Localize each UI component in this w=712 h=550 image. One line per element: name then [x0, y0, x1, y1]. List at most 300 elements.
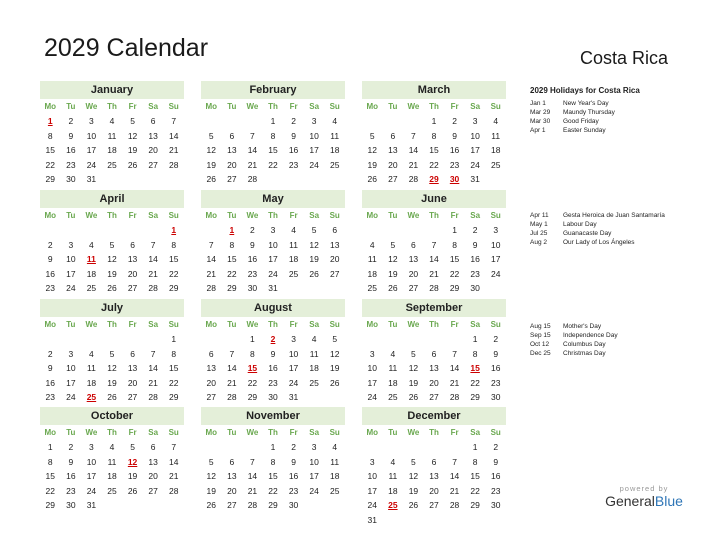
day-cell: 22 [45, 159, 56, 170]
month-header: May [201, 190, 345, 208]
day-cell: 18 [490, 145, 501, 155]
day-cell: 9 [270, 348, 276, 359]
day-cell: 22 [449, 268, 460, 279]
day-cell: 5 [369, 130, 375, 141]
day-cell: 12 [309, 239, 319, 250]
day-cell: 2 [493, 442, 499, 452]
month-june [362, 190, 506, 296]
day-cell: 17 [66, 377, 76, 388]
holiday-row [530, 340, 618, 349]
day-cell: 12 [329, 348, 340, 359]
day-cell: 7 [229, 348, 235, 359]
day-cell: 18 [86, 377, 97, 388]
month-days-grid [40, 208, 184, 310]
day-cell: 10 [66, 363, 76, 373]
day-cell: 11 [289, 239, 298, 250]
weekday-label: Fr [128, 102, 137, 111]
month-days-grid [362, 317, 506, 405]
day-cell: 14 [247, 471, 258, 481]
month-december [362, 407, 506, 527]
day-cell: 11 [87, 363, 96, 373]
day-cell: 27 [429, 500, 439, 510]
day-cell: 2 [291, 116, 296, 126]
day-cell: 4 [109, 442, 115, 452]
weekday-label: Mo [366, 320, 379, 329]
day-cell: 17 [470, 145, 480, 155]
day-cell: 29 [470, 392, 480, 402]
weekday-label: Mo [205, 320, 218, 329]
month-header: August [201, 299, 345, 317]
day-cell: 16 [45, 377, 56, 388]
weekday-label: Sa [470, 102, 481, 111]
day-cell: 9 [250, 239, 255, 250]
weekday-label: Mo [205, 211, 218, 220]
holiday-row-date: Aug 2 [530, 239, 547, 246]
day-cell: 24 [288, 377, 299, 388]
weekday-label: Th [429, 211, 439, 220]
day-cell: 16 [66, 145, 76, 155]
holiday-row [530, 229, 665, 238]
holiday-date: 11 [86, 254, 96, 264]
weekday-label: Su [490, 102, 501, 111]
day-cell: 20 [429, 377, 439, 388]
day-cell: 6 [431, 456, 437, 467]
day-cell: 1 [472, 442, 478, 452]
weekday-label: Su [490, 320, 501, 329]
day-cell: 6 [229, 456, 235, 467]
day-cell: 27 [429, 392, 439, 402]
day-cell: 30 [490, 392, 501, 402]
day-cell: 24 [66, 283, 76, 293]
day-cell: 28 [408, 174, 419, 184]
month-november [201, 407, 345, 513]
month-days-grid [362, 425, 506, 527]
day-cell: 23 [288, 159, 299, 170]
day-cell: 6 [431, 348, 437, 359]
weekday-label: Fr [128, 320, 137, 329]
day-cell: 23 [288, 485, 299, 496]
day-cell: 18 [288, 254, 299, 264]
weekday-label: Tu [227, 211, 237, 220]
day-cell: 21 [148, 268, 158, 279]
day-cell: 13 [127, 254, 138, 264]
day-cell: 13 [148, 456, 158, 467]
weekday-label: Sa [309, 211, 320, 220]
empty-cell [362, 332, 383, 347]
day-cell: 24 [490, 268, 501, 279]
holiday-row [530, 126, 615, 135]
holiday-row-date: Dec 25 [530, 350, 551, 357]
weekday-label: Su [490, 211, 501, 220]
empty-cell [222, 440, 243, 455]
day-cell: 26 [127, 485, 138, 496]
day-cell: 3 [311, 116, 317, 126]
day-cell: 14 [168, 130, 179, 141]
day-cell: 29 [470, 500, 480, 510]
day-cell: 9 [452, 130, 457, 141]
day-cell: 18 [107, 471, 117, 481]
brand-name [588, 493, 700, 509]
day-cell: 21 [449, 485, 460, 496]
day-cell: 18 [107, 145, 117, 155]
holiday-row-name: Labour Day [563, 221, 597, 228]
day-cell: 9 [291, 456, 296, 467]
day-cell: 6 [229, 130, 235, 141]
day-cell: 14 [148, 363, 158, 373]
empty-cell [424, 440, 445, 455]
day-cell: 11 [107, 130, 117, 141]
holiday-row-name: Our Lady of Los Ángeles [563, 239, 635, 246]
day-cell: 3 [68, 348, 74, 359]
day-cell: 24 [66, 392, 76, 402]
weekday-label: Fr [289, 102, 298, 111]
empty-cell [61, 223, 82, 238]
empty-cell [102, 223, 123, 238]
holiday-row-name: Christmas Day [563, 350, 606, 357]
weekday-label: Th [107, 102, 117, 111]
day-cell: 2 [47, 348, 53, 359]
day-cell: 20 [227, 485, 237, 496]
day-cell: 15 [268, 145, 278, 155]
empty-cell [102, 332, 123, 347]
day-cell: 19 [127, 145, 138, 155]
weekday-label: Th [107, 428, 117, 437]
day-cell: 4 [493, 116, 499, 126]
day-cell: 24 [309, 485, 319, 496]
day-cell: 6 [130, 239, 135, 250]
day-cell: 10 [66, 254, 76, 264]
weekday-label: We [85, 102, 98, 111]
day-cell: 15 [268, 471, 278, 481]
day-cell: 11 [388, 471, 398, 481]
day-cell: 14 [247, 145, 258, 155]
day-cell: 6 [130, 348, 135, 359]
day-cell: 14 [408, 145, 419, 155]
day-cell: 29 [168, 283, 179, 293]
weekday-label: Mo [44, 211, 57, 220]
day-cell: 22 [268, 159, 278, 170]
month-header: January [40, 81, 184, 99]
day-cell: 17 [66, 268, 76, 279]
month-august [201, 299, 345, 405]
weekday-label: Tu [227, 102, 237, 111]
month-days-grid [362, 208, 506, 296]
month-february [201, 81, 345, 187]
weekday-label: Sa [470, 320, 481, 329]
weekday-label: Th [107, 320, 117, 329]
day-cell: 1 [250, 334, 255, 344]
day-cell: 28 [227, 392, 237, 402]
day-cell: 17 [367, 485, 378, 496]
day-cell: 25 [329, 485, 340, 496]
day-cell: 26 [206, 174, 217, 184]
day-cell: 16 [490, 363, 501, 373]
weekday-label: We [246, 428, 259, 437]
day-cell: 3 [68, 239, 74, 250]
day-cell: 21 [168, 145, 179, 155]
holiday-date: 1 [47, 116, 53, 126]
empty-cell [81, 223, 102, 238]
day-cell: 8 [47, 456, 53, 467]
day-cell: 4 [291, 225, 296, 235]
day-cell: 14 [206, 254, 217, 264]
holidays-title: 2029 Holidays for Costa Rica [530, 86, 640, 95]
day-cell: 30 [288, 500, 299, 510]
empty-cell [403, 332, 424, 347]
weekday-label: Mo [366, 211, 379, 220]
day-cell: 2 [291, 442, 296, 452]
day-cell: 7 [250, 456, 255, 467]
month-days-grid [40, 99, 184, 187]
day-cell: 23 [470, 268, 480, 279]
day-cell: 26 [388, 283, 398, 293]
day-cell: 4 [390, 348, 396, 359]
day-cell: 5 [411, 348, 416, 359]
weekday-label: Fr [450, 320, 459, 329]
day-cell: 4 [390, 456, 396, 467]
day-cell: 3 [291, 334, 296, 344]
month-january [40, 81, 184, 187]
day-cell: 1 [47, 442, 53, 452]
holiday-row [530, 108, 615, 117]
holiday-date: 12 [127, 456, 138, 467]
month-header: April [40, 190, 184, 208]
day-cell: 8 [472, 348, 478, 359]
weekday-label: Fr [450, 102, 459, 111]
day-cell: 11 [330, 456, 340, 467]
day-cell: 27 [388, 174, 398, 184]
day-cell: 28 [148, 392, 158, 402]
day-cell: 6 [332, 225, 338, 235]
month-header: July [40, 299, 184, 317]
day-cell: 8 [270, 456, 276, 467]
weekday-label: Sa [148, 428, 159, 437]
holiday-row-name: Columbus Day [563, 341, 606, 348]
weekday-label: Sa [470, 428, 481, 437]
holiday-row-date: Apr 1 [530, 127, 546, 134]
weekday-label: Th [268, 211, 278, 220]
day-cell: 15 [227, 254, 237, 264]
weekday-label: We [246, 211, 259, 220]
day-cell: 14 [449, 363, 460, 373]
day-cell: 25 [329, 159, 340, 170]
page-title: 2029 Calendar [44, 34, 209, 62]
day-cell: 10 [470, 130, 480, 141]
day-cell: 11 [491, 130, 501, 141]
day-cell: 23 [449, 159, 460, 170]
day-cell: 31 [268, 283, 278, 293]
day-cell: 16 [449, 145, 460, 155]
day-cell: 20 [148, 471, 158, 481]
holiday-row [530, 220, 665, 229]
day-cell: 4 [89, 239, 94, 250]
day-cell: 21 [429, 268, 439, 279]
empty-cell [143, 332, 164, 347]
weekday-label: Tu [388, 428, 398, 437]
holiday-row [530, 99, 615, 108]
day-cell: 2 [472, 225, 478, 235]
day-cell: 25 [388, 392, 398, 402]
day-cell: 8 [472, 456, 478, 467]
empty-cell [362, 114, 383, 129]
weekday-label: Tu [66, 320, 76, 329]
day-cell: 27 [227, 174, 237, 184]
day-cell: 27 [127, 392, 138, 402]
day-cell: 5 [130, 116, 135, 126]
day-cell: 7 [171, 442, 177, 452]
brand-logo [588, 484, 700, 509]
day-cell: 5 [208, 130, 214, 141]
empty-cell [61, 332, 82, 347]
day-cell: 31 [367, 514, 378, 525]
day-cell: 13 [429, 363, 439, 373]
day-cell: 19 [206, 159, 217, 170]
day-cell: 15 [470, 471, 480, 481]
day-cell: 25 [309, 377, 319, 388]
day-cell: 17 [268, 254, 278, 264]
holiday-date: 1 [229, 225, 235, 235]
day-cell: 23 [247, 268, 258, 279]
month-days-grid [40, 317, 184, 419]
day-cell: 8 [171, 348, 177, 359]
weekday-label: Su [329, 320, 340, 329]
weekday-label: Th [429, 428, 439, 437]
day-cell: 9 [68, 130, 74, 141]
holiday-row-date: Oct 12 [530, 341, 550, 348]
day-cell: 11 [309, 348, 319, 359]
empty-cell [201, 223, 222, 238]
weekday-label: Mo [205, 102, 218, 111]
month-days-grid [201, 317, 345, 405]
day-cell: 6 [150, 116, 156, 126]
day-cell: 26 [206, 500, 217, 510]
day-cell: 13 [227, 145, 237, 155]
day-cell: 9 [493, 456, 499, 467]
day-cell: 16 [470, 254, 480, 264]
holiday-row [530, 117, 615, 126]
weekday-label: Sa [309, 428, 320, 437]
day-cell: 24 [268, 268, 278, 279]
day-cell: 24 [86, 159, 97, 170]
weekday-label: Sa [148, 320, 159, 329]
weekday-label: Fr [450, 428, 459, 437]
day-cell: 15 [429, 145, 439, 155]
empty-cell [403, 223, 424, 238]
holiday-row-date: May 1 [530, 221, 548, 228]
day-cell: 17 [367, 377, 378, 388]
day-cell: 21 [449, 377, 460, 388]
weekday-label: Su [168, 102, 179, 111]
empty-cell [444, 332, 465, 347]
day-cell: 29 [449, 283, 460, 293]
month-days-grid [201, 425, 345, 513]
weekday-label: Su [329, 428, 340, 437]
month-september [362, 299, 506, 405]
day-cell: 16 [268, 363, 278, 373]
day-cell: 30 [268, 392, 278, 402]
day-cell: 25 [288, 268, 299, 279]
day-cell: 23 [490, 485, 501, 496]
day-cell: 26 [408, 392, 419, 402]
day-cell: 5 [109, 239, 115, 250]
day-cell: 27 [408, 283, 419, 293]
day-cell: 8 [431, 130, 437, 141]
empty-cell [81, 332, 102, 347]
day-cell: 14 [148, 254, 158, 264]
holiday-row-date: Aug 15 [530, 323, 551, 330]
day-cell: 27 [127, 283, 138, 293]
day-cell: 16 [66, 471, 76, 481]
empty-cell [424, 223, 445, 238]
day-cell: 18 [309, 363, 319, 373]
day-cell: 29 [227, 283, 237, 293]
day-cell: 17 [490, 254, 501, 264]
day-cell: 23 [66, 159, 76, 170]
month-days-grid [40, 425, 184, 513]
day-cell: 9 [472, 239, 478, 250]
day-cell: 29 [268, 500, 278, 510]
day-cell: 1 [270, 442, 276, 452]
holiday-row-date: Apr 11 [530, 212, 549, 219]
weekday-label: Sa [309, 320, 320, 329]
empty-cell [143, 223, 164, 238]
day-cell: 28 [449, 500, 460, 510]
day-cell: 24 [309, 159, 319, 170]
day-cell: 13 [429, 471, 439, 481]
day-cell: 17 [309, 145, 319, 155]
empty-cell [403, 440, 424, 455]
day-cell: 9 [47, 254, 53, 264]
day-cell: 17 [86, 471, 97, 481]
holiday-row-name: Mother's Day [563, 323, 602, 330]
day-cell: 6 [208, 348, 214, 359]
day-cell: 21 [247, 485, 258, 496]
day-cell: 7 [150, 239, 156, 250]
weekday-label: We [407, 428, 420, 437]
holiday-row-name: Easter Sunday [563, 127, 606, 134]
day-cell: 13 [329, 239, 340, 250]
day-cell: 30 [66, 174, 76, 184]
holiday-group [530, 99, 615, 135]
day-cell: 13 [206, 363, 217, 373]
empty-cell [201, 440, 222, 455]
empty-cell [424, 332, 445, 347]
day-cell: 18 [329, 471, 340, 481]
day-cell: 12 [107, 363, 117, 373]
weekday-label: Mo [205, 428, 218, 437]
empty-cell [222, 114, 243, 129]
holiday-group [530, 211, 665, 247]
day-cell: 17 [309, 471, 319, 481]
weekday-label: Sa [148, 102, 159, 111]
holiday-date: 15 [247, 363, 258, 373]
day-cell: 15 [168, 254, 179, 264]
day-cell: 4 [332, 116, 338, 126]
day-cell: 16 [288, 471, 299, 481]
day-cell: 8 [270, 130, 276, 141]
weekday-label: Sa [309, 102, 320, 111]
day-cell: 29 [45, 500, 56, 510]
day-cell: 5 [311, 225, 317, 235]
weekday-label: Su [490, 428, 501, 437]
weekday-label: Su [168, 428, 179, 437]
day-cell: 29 [168, 392, 179, 402]
day-cell: 13 [408, 254, 419, 264]
day-cell: 15 [45, 145, 56, 155]
day-cell: 22 [168, 268, 179, 279]
day-cell: 8 [452, 239, 457, 250]
weekday-label: Th [268, 428, 278, 437]
